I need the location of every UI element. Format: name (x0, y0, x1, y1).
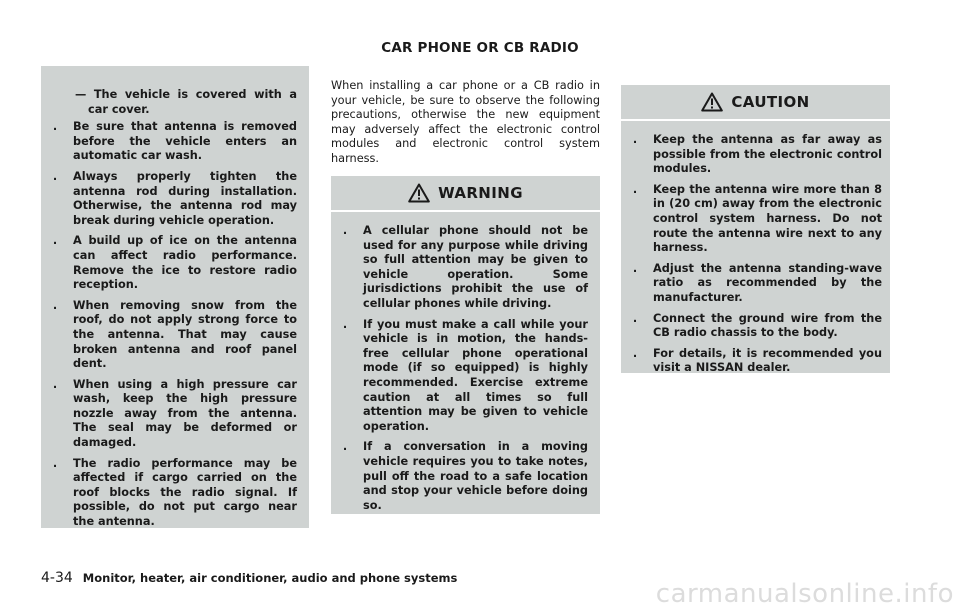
section-title: CAR PHONE OR CB RADIO (381, 40, 579, 56)
list-item-text: Adjust the antenna standing-wave ratio as recommended by the manufacturer. (653, 261, 882, 304)
list-item (41, 170, 297, 228)
list-item-text: A build up of ice on the antenna can affect radio performance. Remove the ice to restore radio reception. (73, 234, 297, 292)
bullet-dot: . (52, 298, 58, 312)
bullet-dot: . (52, 169, 58, 183)
list-item-text: Keep the antenna as far away as possible from the electronic control modules. (653, 133, 882, 176)
bullet-dot: . (632, 182, 638, 196)
list-item-text: For details, it is recommended you visit a NISSAN dealer. (653, 346, 882, 375)
list-item-text: Be sure that antenna is removed before the vehicle enters an automatic car wash. (73, 120, 297, 163)
list-item (41, 120, 297, 164)
bullet-dot: . (52, 377, 58, 391)
list-item-text: The radio performance may be affected if cargo carried on the roof blocks the radio signal. If possible, do not put cargo near the antenna. (73, 456, 297, 529)
list-item (621, 262, 882, 306)
warning-box (331, 176, 600, 514)
car-cover-sub-item: — The vehicle is covered with a car cover. (75, 88, 297, 116)
watermark: carmanualsonline.info (655, 579, 954, 609)
list-item (41, 378, 297, 451)
list-item-text: When removing snow from the roof, do not apply strong force to the antenna. That may cause broken antenna and roof panel dent. (73, 298, 297, 371)
bullet-dot: . (632, 346, 638, 360)
page-footer (41, 570, 457, 586)
warning-triangle-icon (408, 183, 430, 203)
warning-title: WARNING (438, 184, 523, 202)
chapter-title: Monitor, heater, air conditioner, audio and phone systems (82, 571, 458, 585)
list-item (41, 234, 297, 292)
page-number: 4-34 (41, 570, 73, 586)
warning-header (331, 176, 600, 212)
bullet-dot: . (632, 133, 638, 146)
caution-title: CAUTION (731, 93, 810, 111)
list-item (331, 224, 588, 312)
list-item (41, 299, 297, 372)
bullet-dot: . (342, 317, 348, 331)
caution-header (621, 85, 890, 121)
list-item (621, 133, 882, 177)
caution-box (621, 85, 890, 373)
list-item-text: When using a high pressure car wash, keep the high pressure nozzle away from the antenna. The seal may be deformed or damaged. (73, 377, 297, 450)
list-item-text: If a conversation in a moving vehicle requires you to take notes, pull off the road to a safe location and stop your vehicle before doing so. (363, 440, 588, 512)
list-item-text: A cellular phone should not be used for any purpose while driving so full attention may be given to vehicle operation. Some jurisdictions prohibit the use of cellular phones while driving. (363, 224, 588, 310)
antenna-precautions-box (41, 66, 309, 528)
list-item (621, 312, 882, 341)
bullet-dot: . (632, 311, 638, 325)
intro-paragraph: When installing a car phone or a CB radio in your vehicle, be sure to observe the following precautions, otherwise the new equipment may adversely affect the electronic control modules and electronic control system harness. (331, 79, 600, 165)
list-item (621, 347, 882, 376)
bullet-dot: . (342, 224, 348, 237)
list-item-text: Connect the ground wire from the CB radio chassis to the body. (653, 311, 882, 340)
bullet-dot: . (342, 440, 348, 454)
list-item-text: If you must make a call while your vehicle is in motion, the hands-free cellular phone operational mode (if so equipped) is highly recommended. Exercise extreme caution at all times so full attention may be given to vehicle operation. (363, 317, 588, 433)
bullet-dot: . (52, 456, 58, 470)
bullet-dot: . (52, 234, 58, 248)
list-item (331, 318, 588, 435)
list-item (621, 183, 882, 256)
bullet-dot: . (52, 120, 58, 134)
caution-triangle-icon (701, 92, 723, 112)
list-item (41, 457, 297, 530)
list-item-text: Keep the antenna wire more than 8 in (20 cm) away from the electronic control system harness. Do not route the antenna wire next to any harness. (653, 182, 882, 255)
list-item-text: Always properly tighten the antenna rod during installation. Otherwise, the antenna rod may break during vehicle operation. (73, 169, 297, 227)
bullet-dot: . (632, 261, 638, 275)
list-item (331, 440, 588, 513)
